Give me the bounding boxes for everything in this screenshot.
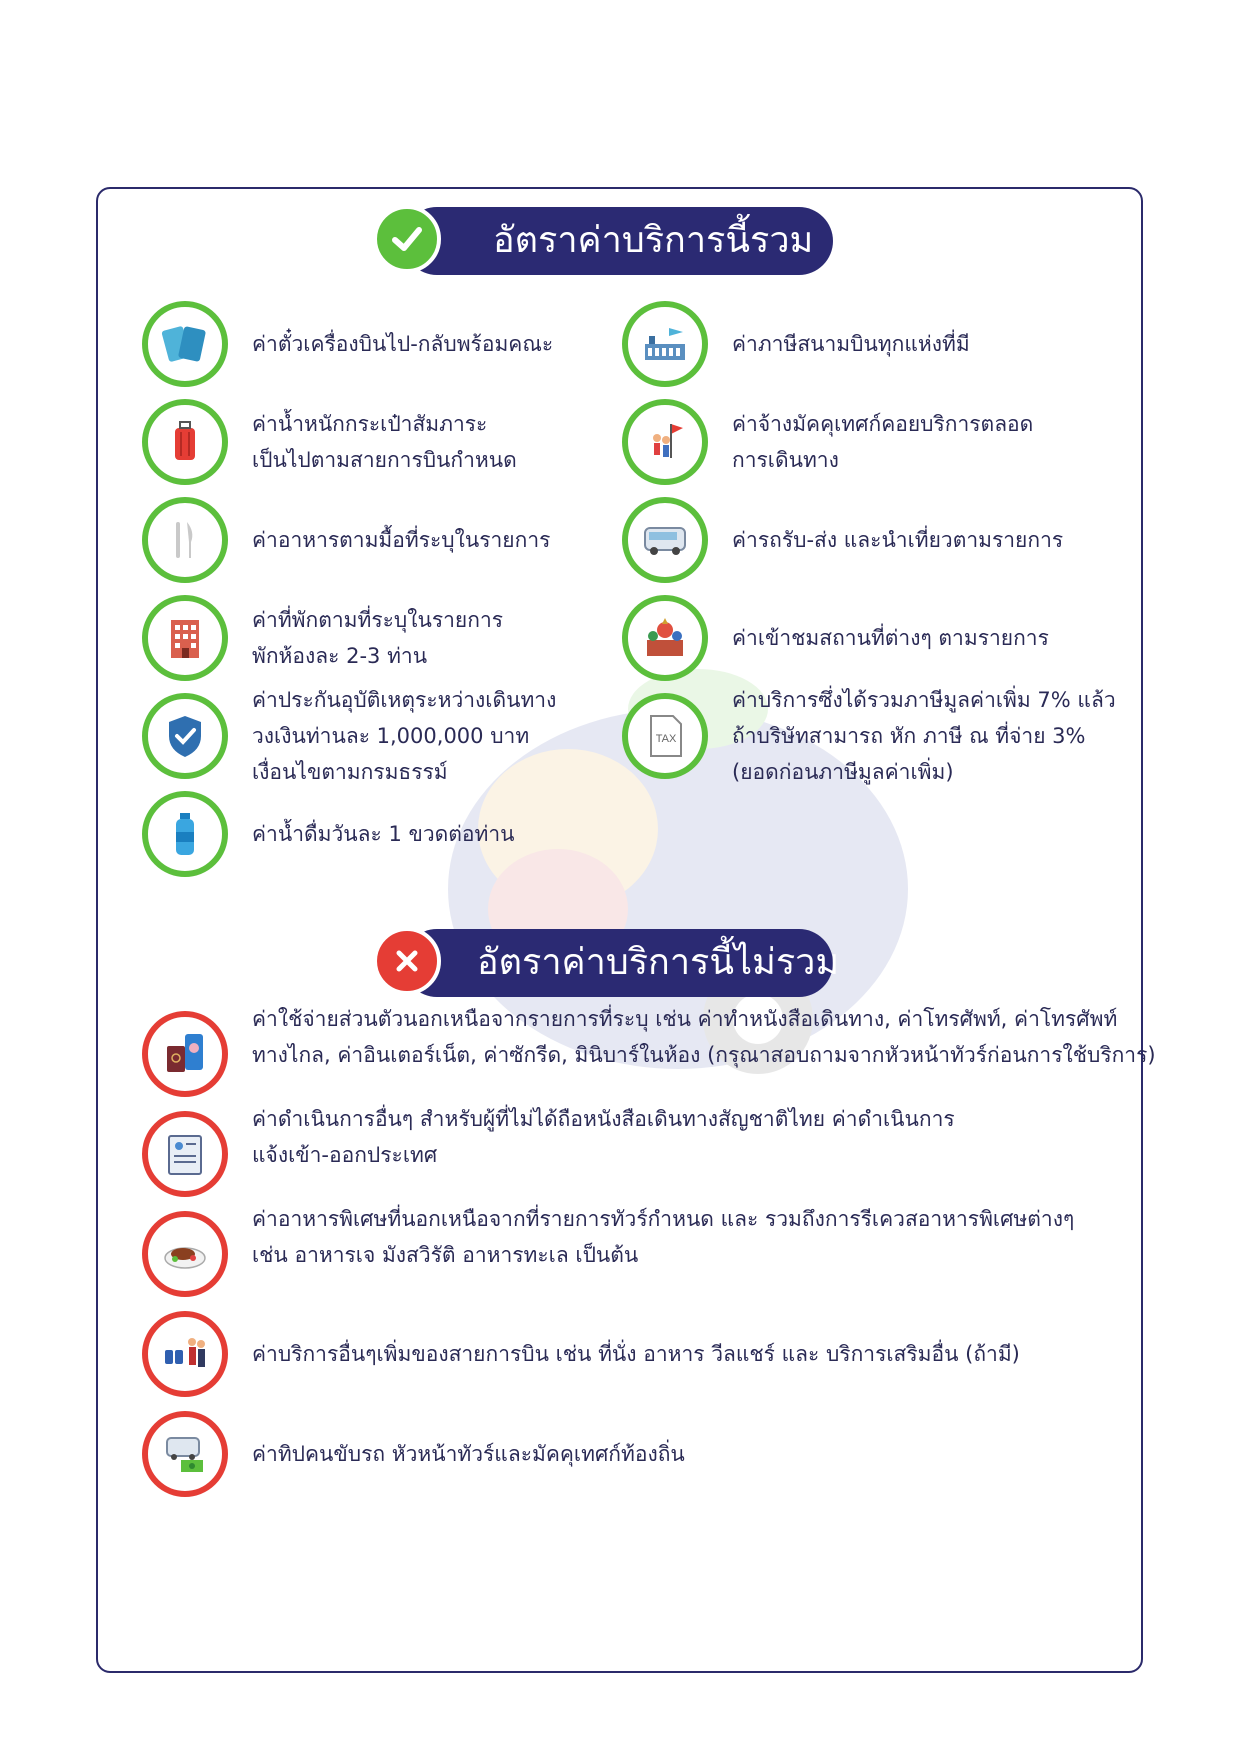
excluded-item-3: ค่าอาหารพิเศษที่นอกเหนือจากที่รายการทัวร์กำหนด และ รวมถึงการรีเควสอาหารพิเศษต่างๆ เช่น อาหารเจ มังสวิรัติ อาหารทะเล เป็นต้น [252,1207,1075,1267]
included-item-4: ค่าจ้างมัคคุเทศก์คอยบริการตลอด การเดินทาง [732,412,1034,472]
excluded-banner [403,929,840,997]
water-bottle-icon [142,791,228,877]
tip-icon [142,1411,228,1497]
included-title: อัตราค่าบริการนี้รวม [493,220,814,261]
included-item-3: ค่าน้ำหนักกระเป๋าสัมภาระ เป็นไปตามสายการบินกำหนด [252,412,517,472]
bus-icon [622,497,708,583]
included-item-7: ค่าที่พักตามที่ระบุในรายการ พักห้องละ 2-3 ท่าน [252,608,504,668]
ticket-icon [142,301,228,387]
included-item-2: ค่าภาษีสนามบินทุกแห่งที่มี [732,332,970,356]
excluded-item-2: ค่าดำเนินการอื่นๆ สำหรับผู้ที่ไม่ได้ถือหนังสือเดินทางสัญชาติไทย ค่าดำเนินการ แจ้งเข้า-ออกประเทศ [252,1107,955,1167]
hotel-icon [142,595,228,681]
tax-label: TAX [655,733,677,745]
included-item-1: ค่าตั๋วเครื่องบินไป-กลับพร้อมคณะ [252,332,554,356]
excluded-item-1: ค่าใช้จ่ายส่วนตัวนอกเหนือจากรายการที่ระบุ เช่น ค่าทำหนังสือเดินทาง, ค่าโทรศัพท์, ค่าโทรศัพท์ ทางไกล, ค่าอินเตอร์เน็ต, ค่าซักรีด, มินิบาร์ในห้อง (กรุณาสอบถามจากหัวหน้าทัวร์ก่อนการใช้บริการ) [252,1007,1156,1067]
included-item-5: ค่าอาหารตามมื้อที่ระบุในรายการ [252,528,551,552]
cutlery-icon [142,497,228,583]
airline-service-icon [142,1311,228,1397]
passport-phone-icon [142,1011,228,1097]
excluded-title: อัตราค่าบริการนี้ไม่รวม [477,942,840,983]
close-icon [373,927,441,995]
airport-icon [622,301,708,387]
included-item-10: ค่าบริการซึ่งได้รวมภาษีมูลค่าเพิ่ม 7% แล้ว ถ้าบริษัทสามารถ หัก ภาษี ณ ที่จ่าย 3% (ยอดก่อนภาษีมูลค่าเพิ่ม) [732,688,1116,784]
luggage-icon [142,399,228,485]
excluded-item-5: ค่าทิปคนขับรถ หัวหน้าทัวร์และมัคคุเทศก์ท้องถิ่น [252,1442,685,1466]
check-icon [373,205,441,273]
excluded-item-4: ค่าบริการอื่นๆเพิ่มของสายการบิน เช่น ที่นั่ง อาหาร วีลแชร์ และ บริการเสริมอื่น (ถ้ามี) [252,1342,1020,1366]
included-item-11: ค่าน้ำดื่มวันละ 1 ขวดต่อท่าน [252,822,515,846]
included-item-6: ค่ารถรับ-ส่ง และนำเที่ยวตามรายการ [732,528,1064,552]
service-rate-card [96,187,1156,1673]
landmark-icon [622,595,708,681]
special-meal-icon [142,1211,228,1297]
id-document-icon [142,1111,228,1197]
tax-document-icon [622,693,708,779]
included-item-8: ค่าเข้าชมสถานที่ต่างๆ ตามรายการ [732,626,1049,650]
included-item-9: ค่าประกันอุบัติเหตุระหว่างเดินทาง วงเงินท่านละ 1,000,000 บาท เงื่อนไขตามกรมธรรม์ [252,688,557,784]
tour-guide-icon [622,399,708,485]
included-banner [403,207,833,275]
shield-icon [142,693,228,779]
